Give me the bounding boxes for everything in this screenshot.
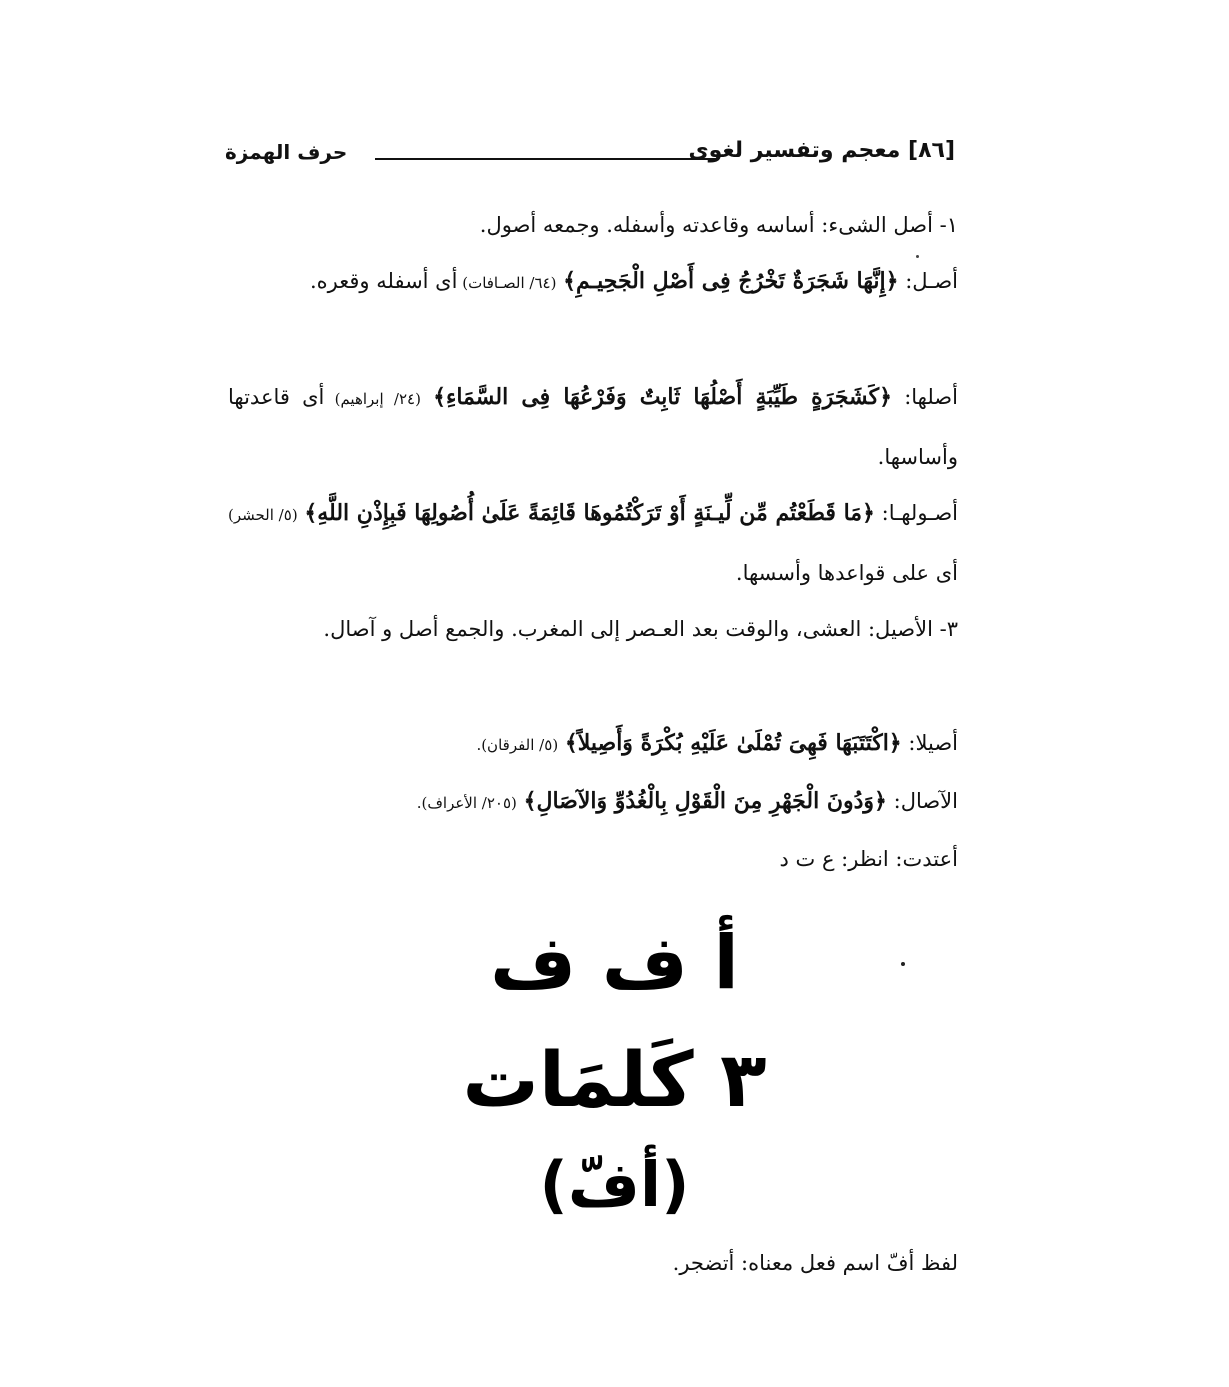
quran-verse: ﴿مَا قَطَعْتُم مِّن لِّيـنَةٍ أَوْ تَرَكْتُمُوهَا قَائِمَةً عَلَىٰ أُصُولِهَا فَبِإِذْنِ اللَّهِ﴾ [304,500,875,526]
scan-speck [916,255,919,258]
entry-usuluha [228,484,1000,602]
verse-citation: (٢٠٥/ الأعراف). [416,794,517,812]
definition-text: ٣- الأصيل: العشى، والوقت بعد العـصر إلى المغرب. والجمع أصل و آصال. [323,617,958,641]
quran-verse: ﴿إِنَّهَا شَجَرَةٌ تَخْرُجُ فِى أَصْلِ الْجَحِيـمِ﴾ [563,268,899,294]
quran-verse: ﴿كَشَجَرَةٍ طَيِّبَةٍ أَصْلُهَا ثَابِتٌ وَفَرْعُهَا فِى السَّمَاءِ﴾ [433,384,893,410]
entry-explanation: أى أسفله وقعره. [309,269,458,293]
running-header [225,138,955,182]
entry-explanation: أى قاعدتها وأساسها. [228,385,958,469]
definition-paragraph-1 [228,196,1000,254]
entry-label: أصـولهـا: [874,501,958,525]
cross-reference [228,830,1000,888]
entry-label: أصلها: [892,385,958,409]
quran-verse: ﴿اكْتَتَبَهَا فَهِىَ تُمْلَىٰ عَلَيْهِ بُكْرَةً وَأَصِيلاً﴾ [564,730,902,756]
entry-asila [228,714,1000,774]
entry-explanation: أى على قواعدها وأسسها. [735,561,958,585]
word-count-heading: ٣ كَلمَات [462,1035,767,1124]
definition-text: ١- أصل الشىء: أساسه وقاعدته وأسفله. وجمعه أصول. [479,213,958,237]
word-heading: (أفّ) [539,1148,690,1221]
entry-asl [228,252,1000,312]
entry-label: أصـل: [898,269,958,293]
section-title: حرف الهمزة [225,140,348,164]
entry-asluha [228,368,1000,486]
definition-text: لفظ أفّ اسم فعل معناه: أتضجر. [672,1251,958,1275]
definition-paragraph-3 [228,600,1000,658]
header-rule [375,158,717,160]
quran-verse: ﴿وَدُونَ الْجَهْرِ مِنَ الْقَوْلِ بِالْغُدُوِّ وَالآصَالِ﴾ [523,788,887,814]
root-heading: أ ف ف [490,920,739,1006]
book-title: [٨٦] معجم وتفسير لغوى [688,138,955,163]
cross-reference-text: أعتدت: انظر: ع ت د [779,847,958,871]
verse-citation: (٥/ الفرقان). [476,736,559,754]
entry-asal [228,772,1000,832]
verse-citation: (٢٤/ إبراهيم) [324,390,421,408]
entry-label: الآصال: [886,789,958,813]
verse-citation: (٥/ الحشر) [227,506,298,524]
entry-label: أصيلا: [901,731,958,755]
verse-citation: (٦٤/ الصـافات) [457,274,557,292]
new-word-definition [228,1234,1000,1292]
